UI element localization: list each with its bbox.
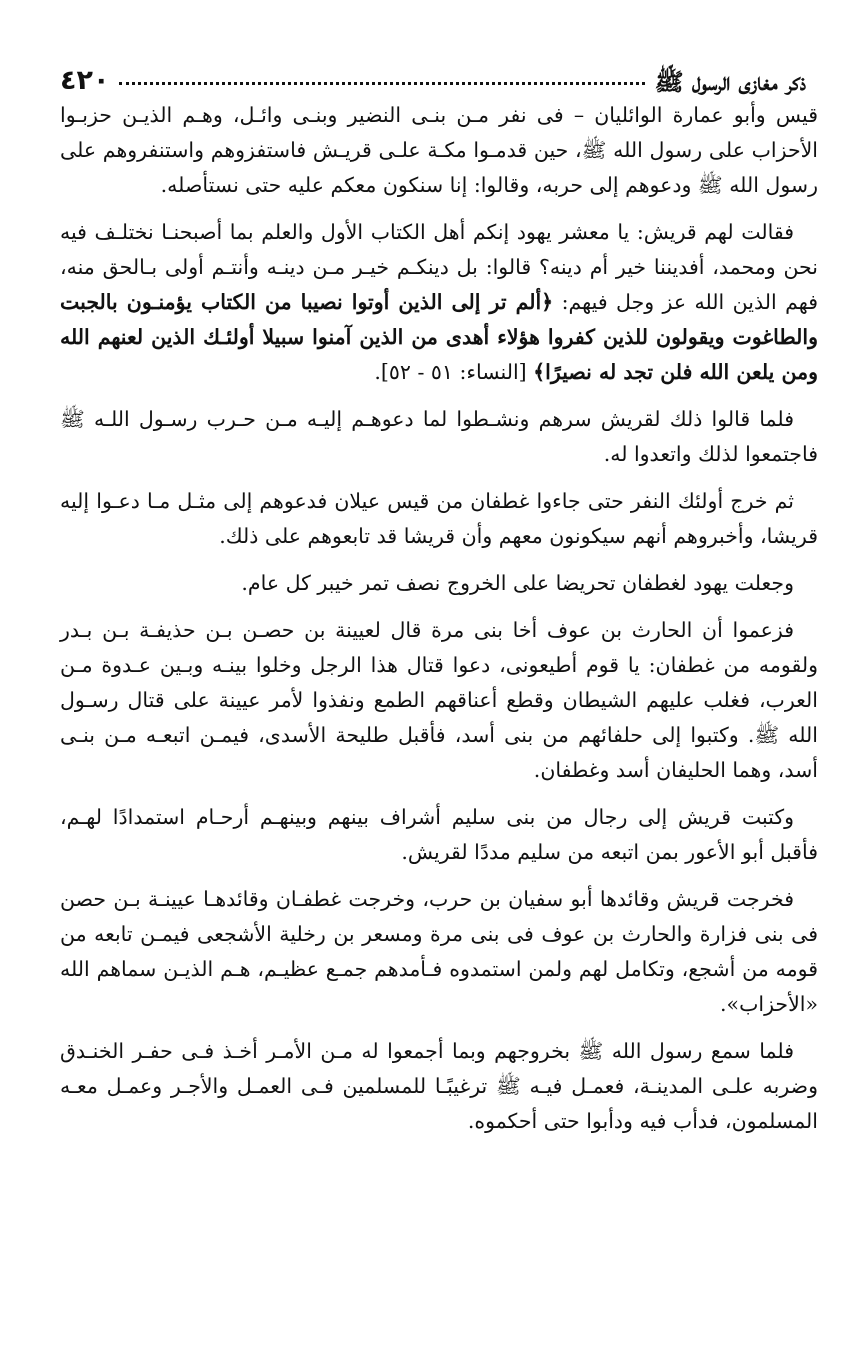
paragraph-5: وجعلت يهود لغطفان تحريضا على الخروج نصف تمر خيبر كل عام.: [241, 571, 794, 595]
running-title: ذكر مغازى الرسول ﷺ: [654, 67, 806, 96]
paragraph-9: فلما سمع رسول الله ﷺ بخروجهم وبما أجمعوا له مـن الأمـر أخـذ فـى حفـر الخنـدق وضربه علـى المدينـة، فعمـل فيـه ﷺ ترغيبًـا للمسلمين فـى العمـل والأجـر وعمـل معـه المسلمون، فدأب فيه ودأبوا حتى أحكموه.: [60, 1039, 818, 1133]
paragraph-8: فخرجت قريش وقائدها أبو سفيان بن حرب، وخرجت غطفـان وقائدهـا عيينـة بـن حصن فى بنى فزارة والحارث بن عوف فى بنى مرة ومسعر بن رخلية الأشجعى فيمـن تابعه من قومه من أشجع، وتكامل لهم ولمن استمدوه فـأمدهم جمـع عظيـم، هـم الذيـن سماهم الله «الأحزاب».: [60, 887, 818, 1016]
paragraph-2-text: فقالت لهم قريش: يا معشر يهود إنكم أهل الكتاب الأول والعلم بما أصبحنـا نختلـف فيه نحن ومحمد، أفديننا خير أم دينه؟ قالوا: بل دينكـم خيـر مـن دينـه وأنتـم أولى بـالحق منه، فهم الذين الله عز وجل فيهم:: [60, 220, 819, 314]
page-header: [60, 50, 806, 94]
paragraph-4: ثم خرج أولئك النفر حتى جاءوا غطفان من قيس عيلان فدعوهم إلى مثـل مـا دعـوا إليه قريشا، وأخبروهم أنهم سيكونون معهم وأن قريشا قد تابعوهم على ذلك.: [60, 489, 818, 548]
paragraph-6: فزعموا أن الحارث بن عوف أخا بنى مرة قال لعيينة بن حصـن بـن حذيفـة بـن بـدر ولقومه من غطفان: يا قوم أطيعونى، دعوا قتال هذا الرجل وخلوا بينـه وبـين عـدوة مـن العرب، فغلب عليهم الشيطان وقطع أعناقهم الطمع ونفذوا لأمر عيينة على قتال رسـول الله ﷺ. وكتبوا إلى حلفائهم من بنى أسد، فأقبل طليحة الأسدى، فيمـن اتبعـه مـن بنـى أسد، وهما الحليفان أسد وغطفان.: [60, 618, 818, 782]
paragraph-2: [60, 215, 818, 390]
paragraph-1: قيس وأبو عمارة الوائليان – فى نفر مـن بنـى النضير وبنـى وائـل، وهـم الذيـن حزبـوا الأحزاب على رسول الله ﷺ، حين قدمـوا مكـة علـى قريـش فاستفزوهم واستنفروهم على رسول الله ﷺ ودعوهم إلى حربه، وقالوا: إنا سنكون معكم عليه حتى نستأصله.: [60, 103, 818, 197]
paragraph-3: فلما قالوا ذلك لقريش سرهم ونشـطوا لما دعوهـم إليـه مـن حـرب رسـول اللـه ﷺ فاجتمعوا لذلك واتعدوا له.: [60, 407, 818, 466]
header-leader-dots: [119, 81, 644, 85]
quran-verse: ﴿ألم تر إلى الذين أوتوا نصيبا من الكتاب يؤمنـون بالجبت والطاغوت ويقولون للذين كفروا هؤلاء أهدى من الذين آمنوا سبيلا أولئـك الذين لعنهم الله ومن يلعن الله فلن تجد له نصيرًا﴾: [60, 290, 818, 384]
page-number: ٤٢٠: [60, 65, 110, 96]
paragraph-7: وكتبت قريش إلى رجال من بنى سليم أشراف بينهم وبينهـم أرحـام استمدادًا لهـم، فأقبل أبو الأعور بمن اتبعه من سليم مددًا لقريش.: [60, 805, 818, 864]
page-body: [60, 98, 818, 1151]
verse-citation: [النساء: ٥١ - ٥٢].: [374, 360, 534, 384]
